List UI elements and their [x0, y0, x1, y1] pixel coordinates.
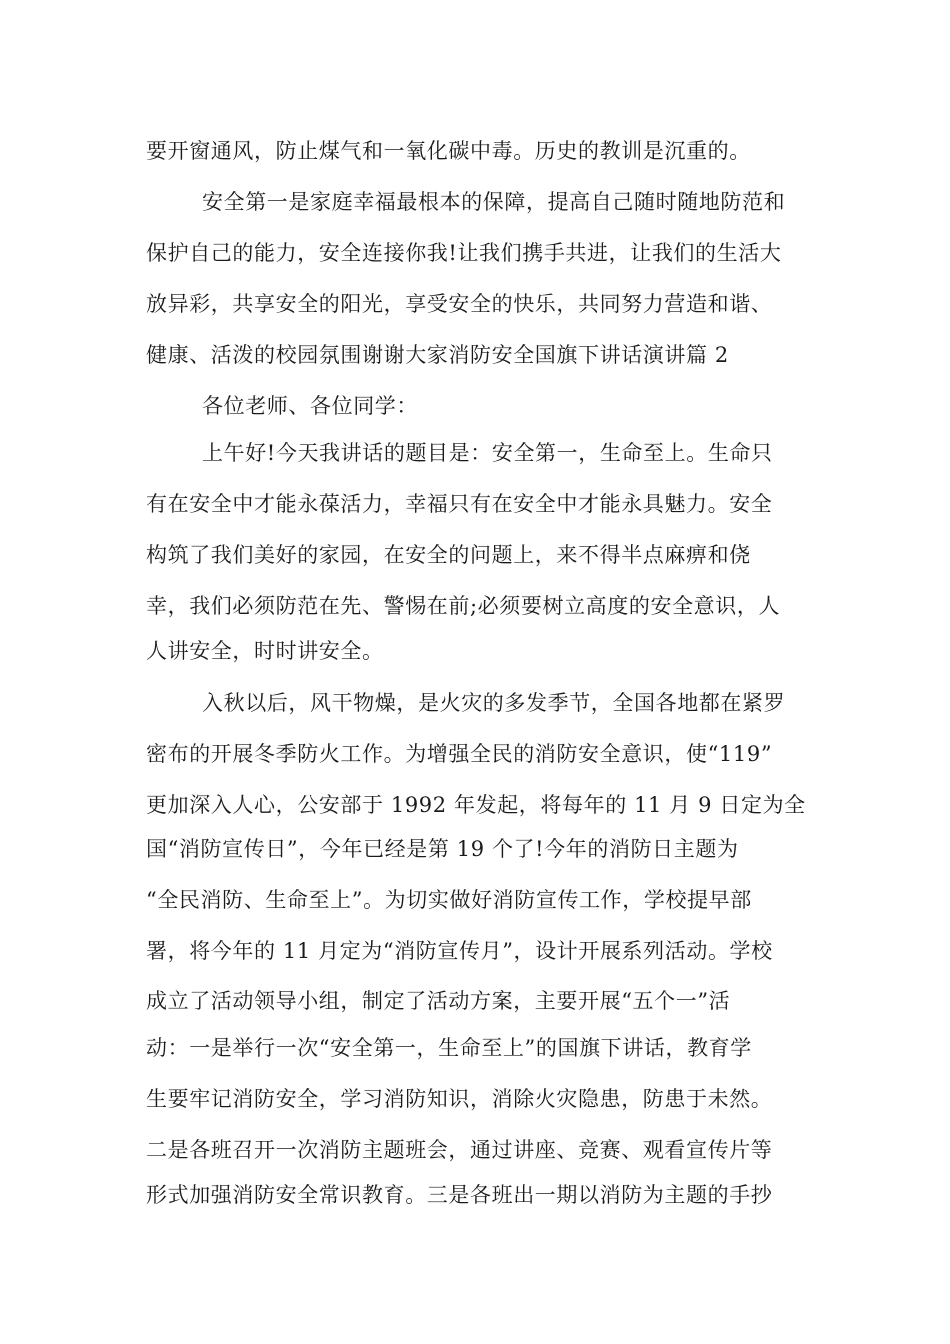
text-line: 有在安全中才能永葆活力，幸福只有在安全中才能永具魅力。安全 [146, 492, 773, 516]
text-line: 放异彩，共享安全的阳光，享受安全的快乐，共同努力营造和谐、 [146, 292, 773, 316]
text-line: 更加深入人心，公安部于 1992 年发起，将每年的 11 月 9 日定为全 [146, 793, 806, 817]
text-line: 二是各班召开一次消防主题班会，通过讲座、竞赛、观看宣传片等 [146, 1138, 773, 1162]
text-line: 安全第一是家庭幸福最根本的保障，提高自己随时随地防范和 [202, 190, 786, 214]
text-line: 入秋以后，风干物燥，是火灾的多发季节，全国各地都在紧罗 [202, 691, 786, 715]
text-line: 动：一是举行一次“安全第一，生命至上”的国旗下讲话，教育学 [146, 1036, 752, 1060]
salutation: 各位老师、各位同学： [202, 394, 418, 418]
text-line: 人讲安全，时时讲安全。 [146, 639, 384, 663]
text-line: 成立了活动领导小组，制定了活动方案，主要开展“五个一”活 [146, 989, 731, 1013]
text-line: 要开窗通风，防止煤气和一氧化碳中毒。历史的教训是沉重的。 [146, 139, 751, 163]
text-line: 署，将今年的 11 月定为“消防宣传月”，设计开展系列活动。学校 [146, 939, 773, 963]
text-line: “全民消防、生命至上”。为切实做好消防宣传工作，学校提早部 [146, 888, 752, 912]
text-line: 生要牢记消防安全，学习消防知识，消除火灾隐患，防患于未然。 [146, 1087, 773, 1111]
text-line: 保护自己的能力，安全连接你我!让我们携手共进，让我们的生活大 [146, 241, 782, 265]
text-line: 健康、活泼的校园氛围谢谢大家消防安全国旗下讲话演讲篇 2 [146, 343, 729, 367]
text-line: 幸，我们必须防范在先、警惕在前;必须要树立高度的安全意识，人 [146, 594, 781, 618]
text-line: 构筑了我们美好的家园，在安全的问题上，来不得半点麻痹和侥 [146, 543, 751, 567]
text-line: 上午好!今天我讲话的题目是：安全第一，生命至上。生命只 [202, 441, 773, 465]
text-line: 密布的开展冬季防火工作。为增强全民的消防安全意识，使“119” [146, 742, 773, 766]
text-line: 形式加强消防安全常识教育。三是各班出一期以消防为主题的手抄 [146, 1183, 773, 1207]
text-line: 国“消防宣传日”，今年已经是第 19 个了!今年的消防日主题为 [146, 837, 739, 861]
